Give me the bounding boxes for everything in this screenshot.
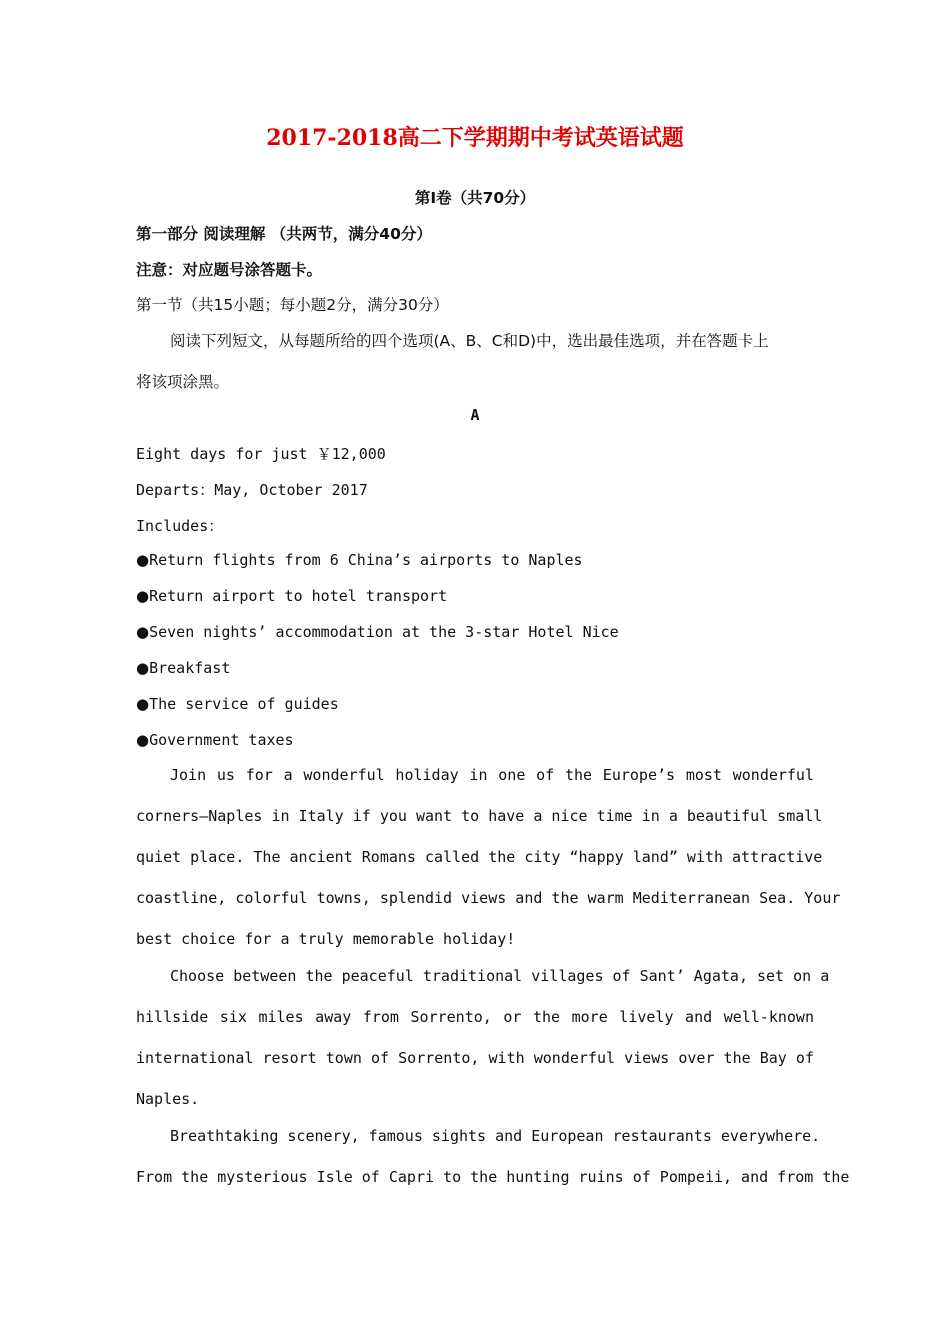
- include-item: ●Government taxes: [136, 731, 294, 749]
- paragraph-3-line: From the mysterious Isle of Capri to the hunting ruins of Pompeii, and from the: [136, 1168, 850, 1186]
- bullet-icon: ●: [136, 587, 150, 605]
- paragraph-2-line: hillside six miles away from Sorrento, or the more lively and well-known: [136, 1008, 814, 1026]
- bullet-icon: ●: [136, 623, 150, 641]
- bullet-icon: ●: [136, 659, 150, 677]
- paragraph-1-line: best choice for a truly memorable holiday!: [136, 930, 516, 948]
- exam-title: 2017-2018高二下学期期中考试英语试题: [266, 125, 684, 151]
- ad-price-line: Eight days for just ￥12,000: [136, 445, 386, 463]
- bullet-icon: ●: [136, 551, 150, 569]
- include-item: ●Return airport to hotel transport: [136, 587, 448, 605]
- passage-label: A: [470, 406, 480, 424]
- paragraph-2-line: international resort town of Sorrento, with wonderful views over the Bay of: [136, 1049, 814, 1067]
- paragraph-1-line: corners—Naples in Italy if you want to have a nice time in a beautiful small: [136, 807, 823, 825]
- volume-heading: 第Ⅰ卷（共70分）: [414, 189, 536, 207]
- paragraph-1-line: quiet place. The ancient Romans called the city “happy land” with attractive: [136, 848, 823, 866]
- paragraph-1-line: coastline, colorful towns, splendid views and the warm Mediterranean Sea. Your: [136, 889, 841, 907]
- include-item: ●The service of guides: [136, 695, 339, 713]
- section-heading: 第一节（共15小题；每小题2分，满分30分）: [136, 296, 449, 314]
- paragraph-3-line: Breathtaking scenery, famous sights and European restaurants everywhere.: [170, 1127, 821, 1145]
- paragraph-2-line: Naples.: [136, 1090, 200, 1108]
- ad-departs: Departs：May, October 2017: [136, 481, 368, 499]
- bullet-icon: ●: [136, 731, 150, 749]
- bullet-icon: ●: [136, 695, 150, 713]
- include-item: ●Seven nights’ accommodation at the 3-star Hotel Nice: [136, 623, 619, 641]
- paragraph-2-line: Choose between the peaceful traditional villages of Sant’ Agata, set on a: [170, 967, 830, 985]
- include-item: ●Return flights from 6 China’s airports to Naples: [136, 551, 583, 569]
- instruction-line-1: 阅读下列短文，从每题所给的四个选项(A、B、C和D)中，选出最佳选项，并在答题卡上: [170, 332, 769, 350]
- include-item: ●Breakfast: [136, 659, 231, 677]
- instruction-line-2: 将该项涂黑。: [136, 373, 230, 391]
- ad-includes-label: Includes：: [136, 517, 224, 535]
- paragraph-1-line: Join us for a wonderful holiday in one of the Europe’s most wonderful: [170, 766, 814, 784]
- notice-text: 注意：对应题号涂答题卡。: [136, 261, 323, 279]
- part-heading: 第一部分 阅读理解 （共两节，满分40分）: [136, 225, 432, 243]
